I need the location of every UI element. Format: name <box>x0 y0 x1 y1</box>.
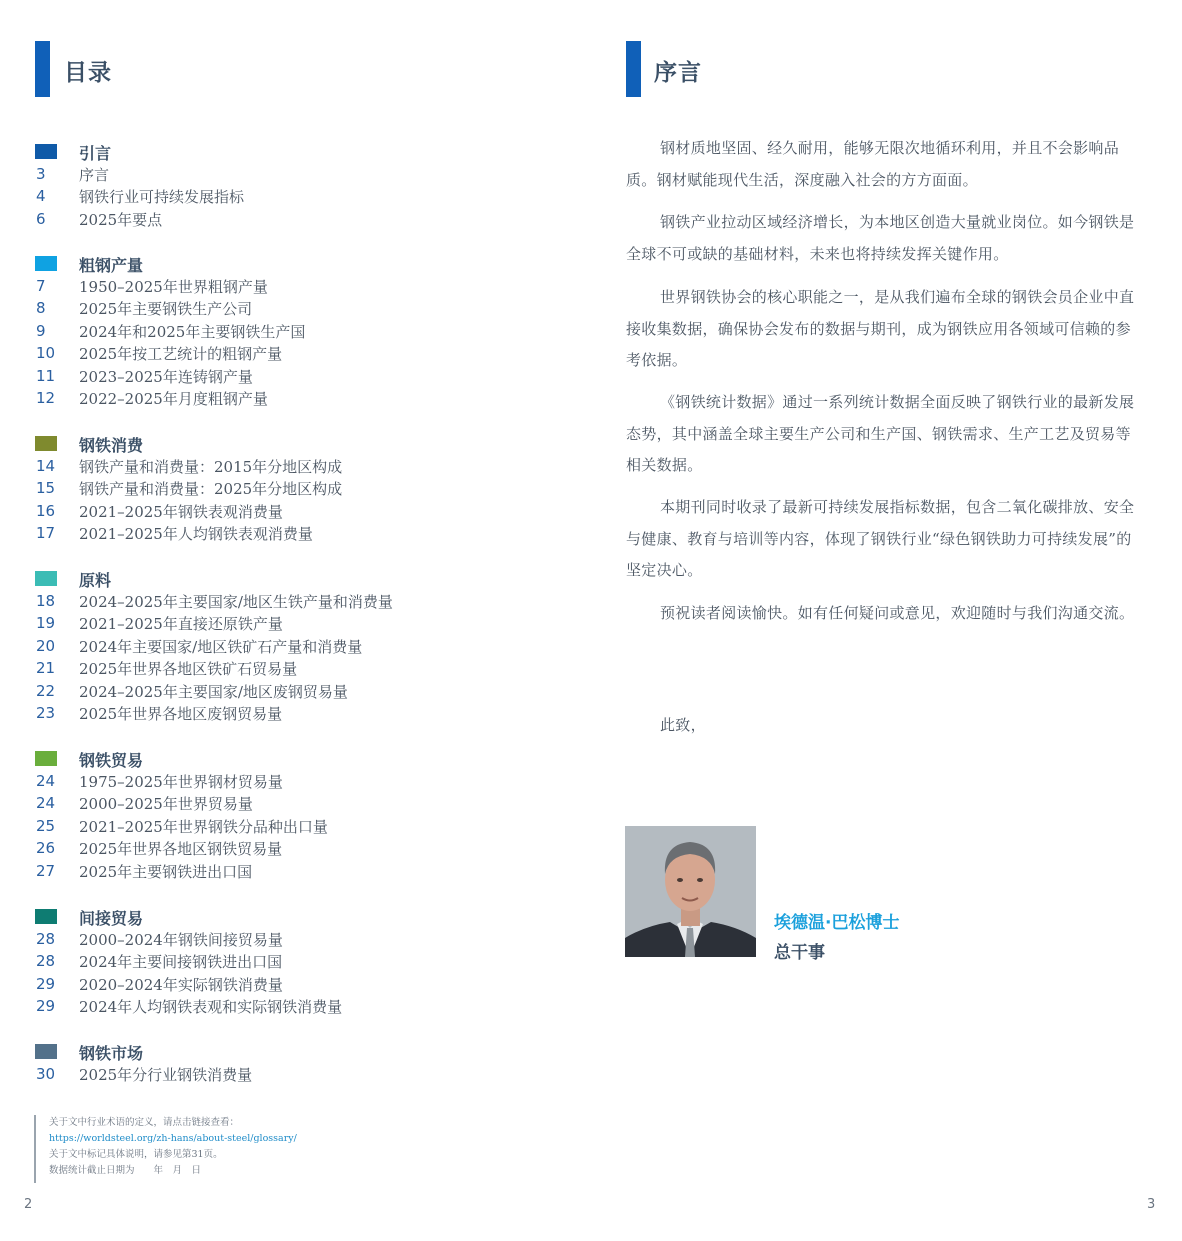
toc-section-title[interactable]: 钢铁市场 <box>79 1044 144 1063</box>
toc-entry[interactable]: 2022–2025年月度粗钢产量 <box>79 390 268 408</box>
toc-page-number[interactable]: 11 <box>36 366 56 385</box>
toc-entry[interactable]: 序言 <box>79 165 110 184</box>
section-color-swatch <box>35 1044 57 1059</box>
toc-entry[interactable]: 1975–2025年世界钢材贸易量 <box>79 772 283 791</box>
toc-section-title[interactable]: 间接贸易 <box>79 909 144 928</box>
section-color-swatch <box>35 144 57 159</box>
toc-page-number[interactable]: 15 <box>36 479 56 497</box>
toc-entry[interactable]: 2024年人均钢铁表观和实际钢铁消费量 <box>79 998 343 1016</box>
toc-page-number[interactable]: 29 <box>36 974 56 993</box>
toc-entry[interactable]: 2020–2024年实际钢铁消费量 <box>79 975 283 994</box>
toc-entry[interactable]: 2025年主要钢铁生产公司 <box>79 300 253 318</box>
preface-paragraph: 钢铁产业拉动区域经济增长，为本地区创造大量就业岗位。如今钢铁是全球不可或缺的基础材料，未来也将持续发挥关键作用。 <box>626 213 1135 263</box>
toc-page-number[interactable]: 16 <box>36 501 56 520</box>
toc-page-number[interactable]: 24 <box>36 771 56 790</box>
portrait-illustration <box>625 826 756 957</box>
toc-page-number[interactable]: 28 <box>36 929 56 948</box>
toc-entry[interactable]: 2025年世界各地区钢铁贸易量 <box>79 840 283 858</box>
toc-page-number[interactable]: 26 <box>36 839 56 857</box>
toc-entry[interactable]: 2025年主要钢铁进出口国 <box>79 862 253 881</box>
toc-entry[interactable]: 2024–2025年主要国家/地区废钢贸易量 <box>79 682 348 701</box>
toc-page-number[interactable]: 29 <box>36 997 56 1015</box>
director-portrait-photo <box>625 826 756 957</box>
toc-page-number[interactable]: 9 <box>36 321 46 340</box>
toc-entry[interactable]: 2025年分行业钢铁消费量 <box>79 1065 253 1084</box>
toc-page-number[interactable]: 8 <box>36 299 46 317</box>
toc-page-number[interactable]: 18 <box>36 591 56 610</box>
preface-paragraph: 预祝读者阅读愉快。如有任何疑问或意见，欢迎随时与我们沟通交流。 <box>660 604 1135 622</box>
toc-entry[interactable]: 2000–2025年世界贸易量 <box>79 795 253 813</box>
toc-entry[interactable]: 2025年按工艺统计的粗钢产量 <box>79 345 283 363</box>
toc-entry[interactable]: 钢铁产量和消费量：2015年分地区构成 <box>79 457 343 476</box>
page-number-right: 3 <box>1147 1197 1156 1212</box>
toc-page-number[interactable]: 10 <box>36 344 56 362</box>
toc-section-title[interactable]: 钢铁贸易 <box>79 751 144 770</box>
toc-entry[interactable]: 钢铁行业可持续发展指标 <box>79 188 245 206</box>
toc-page-number[interactable]: 28 <box>36 952 56 970</box>
toc-entry[interactable]: 2024年和2025年主要钢铁生产国 <box>79 322 306 341</box>
toc-page-number[interactable]: 17 <box>36 524 56 542</box>
toc-section-title[interactable]: 钢铁消费 <box>79 436 144 455</box>
toc-page-number[interactable]: 12 <box>36 389 56 407</box>
toc-entry[interactable]: 2025年世界各地区废钢贸易量 <box>79 705 283 723</box>
toc-page-number[interactable]: 27 <box>36 861 56 880</box>
toc-entry[interactable]: 2021–2025年人均钢铁表观消费量 <box>79 525 313 543</box>
toc-section-title[interactable]: 粗钢产量 <box>79 256 144 275</box>
toc-page-number[interactable]: 22 <box>36 681 56 700</box>
footnote-cutoff-date: 数据统计截止日期为 年 月 日 <box>49 1165 202 1176</box>
toc-heading: 目录 <box>64 60 112 86</box>
toc-entry[interactable]: 2000–2024年钢铁间接贸易量 <box>79 930 283 949</box>
toc-section-title[interactable]: 引言 <box>79 144 112 163</box>
toc-entry[interactable]: 2025年要点 <box>79 210 163 229</box>
signatory-title: 总干事 <box>774 943 825 963</box>
footnotes <box>34 1115 297 1183</box>
toc-entry[interactable]: 2024–2025年主要国家/地区生铁产量和消费量 <box>79 592 393 611</box>
toc-section-title[interactable]: 原料 <box>79 571 112 590</box>
section-color-swatch <box>35 571 57 586</box>
footnote-markers-text: 关于文中标记具体说明，请参见第31页。 <box>49 1149 223 1160</box>
toc-entry[interactable]: 2025年世界各地区铁矿石贸易量 <box>79 660 298 678</box>
toc-page-number[interactable]: 7 <box>36 276 46 295</box>
toc-entry[interactable]: 1950–2025年世界粗钢产量 <box>79 277 268 296</box>
glossary-link[interactable]: https://worldsteel.org/zh-hans/about-steel/glossary/ <box>49 1133 297 1144</box>
toc-entry[interactable]: 2024年主要间接钢铁进出口国 <box>79 953 283 971</box>
toc-page-number[interactable]: 25 <box>36 816 56 835</box>
preface-heading-bar <box>626 41 641 97</box>
section-color-swatch <box>35 751 57 766</box>
preface-paragraph: 世界钢铁协会的核心职能之一，是从我们遍布全球的钢铁会员企业中直接收集数据，确保协会发布的数据与期刊，成为钢铁应用各领域可信赖的参考依据。 <box>626 288 1135 369</box>
toc-page-number[interactable]: 21 <box>36 659 56 677</box>
toc-entry[interactable]: 2021–2025年世界钢铁分品种出口量 <box>79 817 328 836</box>
preface-paragraph: 钢材质地坚固、经久耐用，能够无限次地循环利用，并且不会影响品质。钢材赋能现代生活，深度融入社会的方方面面。 <box>626 139 1120 189</box>
section-color-swatch <box>35 436 57 451</box>
page-number-left: 2 <box>24 1197 33 1212</box>
toc-heading-bar <box>35 41 50 97</box>
toc-page-number[interactable]: 30 <box>36 1064 56 1083</box>
section-color-swatch <box>35 909 57 924</box>
toc-page-number[interactable]: 23 <box>36 704 56 722</box>
toc-entry[interactable]: 2021–2025年直接还原铁产量 <box>79 615 283 633</box>
toc-page-number[interactable]: 20 <box>36 636 56 655</box>
signatory-name: 埃德温·巴松博士 <box>774 913 900 933</box>
section-color-swatch <box>35 256 57 271</box>
toc-entry[interactable]: 2023–2025年连铸钢产量 <box>79 367 253 386</box>
preface-heading: 序言 <box>654 60 702 86</box>
toc-page-number[interactable]: 24 <box>36 794 56 812</box>
toc-page-number[interactable]: 4 <box>36 187 46 205</box>
preface-paragraph: 《钢铁统计数据》通过一系列统计数据全面反映了钢铁行业的最新发展态势，其中涵盖全球主要生产公司和生产国、钢铁需求、生产工艺及贸易等相关数据。 <box>626 393 1135 474</box>
toc-entry[interactable]: 2021–2025年钢铁表观消费量 <box>79 502 283 521</box>
toc-page-number[interactable]: 6 <box>36 209 46 228</box>
toc-page-number[interactable]: 3 <box>36 164 46 183</box>
toc-entry[interactable]: 2024年主要国家/地区铁矿石产量和消费量 <box>79 637 363 656</box>
toc-page-number[interactable]: 19 <box>36 614 56 632</box>
footnote-glossary-text: 关于文中行业术语的定义，请点击链接查看： <box>49 1117 240 1128</box>
toc-entry[interactable]: 钢铁产量和消费量：2025年分地区构成 <box>79 480 343 498</box>
preface-paragraph: 本期刊同时收录了最新可持续发展指标数据，包含二氧化碳排放、安全与健康、教育与培训等内容，体现了钢铁行业“绿色钢铁助力可持续发展”的坚定决心。 <box>626 498 1135 579</box>
toc-page-number[interactable]: 14 <box>36 456 56 475</box>
preface-closing: 此致， <box>660 716 706 734</box>
